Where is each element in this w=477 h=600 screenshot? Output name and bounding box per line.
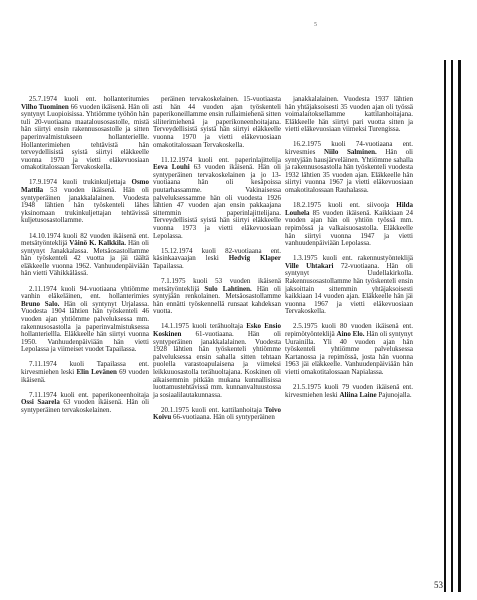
entry-text: 14.10.1974 kuoli 82 vuoden ikäisenä ent. metsätyönteklijä	[21, 231, 149, 248]
entry-text: 69 vuoden ikäisenä.	[21, 368, 149, 384]
entry-text: 16.2.1975 kuoli 74-vuotiaana ent. kirvesmies	[285, 140, 413, 157]
entry-text: 7.11.1974 kuoli Tapailassa ent. kirvesmiehen leski	[21, 360, 149, 376]
person-name: Elin Levänen	[76, 368, 117, 376]
entry-text: Hän oli syntynyt Uurainilla. Yli 40 vuoden ajan hän työskenteli yhtiömme palveluksessa Kartanossa ja repimössä, josta hän vuonna 1963 jäi eläkkeelle. Vanhuudenpäiviään hän vietti omakotitalossaan Napialassa.	[285, 330, 414, 376]
obituary-entry	[21, 361, 149, 384]
person-name: Niilo Salminen.	[323, 148, 377, 157]
entry-text: 21.5.1975 kuoli 79 vuoden ikäisenä ent. kirvesmiehen leski	[285, 383, 413, 399]
column-3	[285, 96, 413, 407]
entry-text: 2.11.1974 kuoli 94-vuotiaana yhtiömme vanhin eläkeläinen, ent. hollanterimies	[21, 284, 149, 301]
entry-text: 2.5.1975 kuoli 80 vuoden ikäisenä ent. repimötyönteklijä	[285, 322, 413, 339]
person-name: Aino Elo.	[336, 330, 365, 339]
entry-text: Hän oli syntyjään renkolainen. Metsäosastollamme hän ennätti työskennellä runsaat kahdeksan vuotta.	[153, 284, 281, 316]
entry-text: 63 vuoden ikäisenä. Hän oli syntyperäinen tervakoskelainen ja jo 13-vuotiaana hän oli kesäpoissa puutarhassamme. Vakinaisessa palveluksessamme hän oli vuodesta 1926 lähtien 47 vuoden ajan ensin pakkaajana sittemmin paperinlajittelijana. Terveydellisistä syistä hän siirtyi eläkkeelle vuonna 1973 ja vietti eläkevuosiaan Lepolassa.	[153, 163, 281, 240]
obituary-entry	[21, 233, 149, 279]
entry-text: 72-vuotiaana. Hän oli syntynyt Uudellakirkolla. Rakennusosastollamme hän työskenteli ensin jaksoittain sittemmin yhtäjaksoisesti kaikkiaan 14 vuoden ajan. Eläkkeelle hän jäi vuonna 1967 ja vietti eläkevuosiaan Tervakoskella.	[285, 261, 413, 316]
person-name: Toivo Koivu	[153, 405, 281, 422]
vertical-rule	[458, 60, 461, 592]
entry-text: Hän oli syntynyt Janakkalassa. Metsäosastollamme hän työskenteli 42 vuotta ja jäi täältä eläkkeelle vuonna 1962. Vanhuudenpäiviään hän vietti Vähikkälässä.	[21, 239, 149, 278]
entry-text: 11.12.1974 kuoli ent. paperinlajittelija	[161, 155, 281, 164]
obituary-entry	[285, 141, 413, 194]
person-name: Ville Uhtakari	[285, 261, 334, 270]
obituary-entry	[21, 96, 149, 172]
column-2	[153, 96, 281, 430]
vertical-rule	[451, 60, 453, 592]
obituary-entry	[285, 323, 413, 376]
obituary-entry	[285, 255, 413, 316]
entry-text: 15.12.1974 kuoli 82-vuotiaana ent. käsinkaavaajan leski	[153, 246, 281, 263]
entry-text: janakkalalainen. Vuodesta 1937 lähtien hän yhtäjaksoisesti 35 vuoden ajan oli työssä voimalaitoksellamme kattilanhoitajana. Eläkkeelle hän siirtyi pari vuotta sitten ja vietti eläkevuosiaan viimeksi Turengissa.	[285, 95, 413, 134]
entry-text: 66 vuoden ikäisenä. Hän oli syntynyt Luopioisissa. Yhtiömme työhön hän tuli 20-vuotiaana maatalousosastolle, mistä hän siirtyi ensin rakennusosastolle ja sitten paperinvalmistukseen hollanteriellle. Hollanterimiehen tehtävistä hän terveydellisistä syistä siirtyi eläkkeelle vuonna 1970 ja vietti eläkevuosiaan omakotitalossaan Tervakoskella.	[21, 102, 149, 172]
person-name: Vilho Tuominen	[21, 102, 69, 111]
obituary-entry	[153, 157, 281, 241]
entry-text: 20.1.1975 kuoli ent. kattilanhoitaja	[161, 405, 265, 414]
obituary-entry	[153, 407, 281, 422]
entry-text: 14.1.1975 kuoli terähuoltaja	[161, 322, 247, 331]
entry-text: 25.7.1974 kuoli ent. hollanteritumies	[29, 95, 149, 103]
person-name: Ossi Saarela	[21, 398, 60, 407]
entry-text: 53 vuoden ikäisenä. Hän oli syntyperäinen janakkalalainen. Vuodesta 1948 lähtien hän työskenteli lähes yksinomaan trukinkuljettajan tehtävissä kuljetusosastollamme.	[21, 186, 149, 225]
entry-text: 17.9.1974 kuoli trukinkuljettaja	[29, 178, 132, 187]
vertical-rule	[444, 60, 446, 592]
entry-text: 7.1.1975 kuoli 53 vuoden ikäisenä metsätyönteklijä	[153, 276, 281, 293]
entry-text: 63 vuoden ikäisenä. Hän oli syntyperäinen tervakoskelainen.	[21, 398, 150, 414]
entry-text: Hän oli syntyjään hausjärveläinen. Yhtiömme sahalla ja rakennusosastolla hän työskenteli vuodesta 1932 lähtien 35 vuoden ajan. Eläkkeelle hän siirtyi vuonna 1967 ja vietti eläkevuosiaan omakotitalossaan Rauhalassa.	[285, 148, 413, 195]
obituary-entry	[21, 392, 149, 415]
entry-text: 85 vuoden ikäisenä. Kaikkiaan 24 vuoden ajan hän oli yhtiön työssä mm. repimössä ja valkaisuosastolla. Eläkkeelle hän siirtyi vuonna 1947 ja vietti vanhuudenpäiviään Lepolassa.	[285, 208, 413, 248]
obituary-entry	[285, 384, 413, 399]
obituary-entry	[153, 248, 281, 271]
entry-text: 7.11.1974 kuoli ent. paperikoneenhoitaja	[29, 390, 149, 399]
obituary-entry	[153, 278, 281, 316]
obituary-entry	[285, 202, 413, 248]
page-number: 53	[434, 580, 443, 590]
person-name: Väinö K. Kalkkila.	[69, 239, 127, 248]
entry-text: Pajunojalla.	[376, 390, 412, 399]
person-name: Esko Ensio Koskinen	[153, 322, 281, 339]
page-marker: 5	[314, 22, 317, 28]
obituary-entry	[285, 96, 413, 134]
person-name: Hilda Louhela	[285, 201, 413, 217]
entry-text: 1.3.1975 kuoli ent. rakennustyönteklijä	[293, 254, 413, 263]
person-name: Osmo Mattila	[21, 178, 149, 195]
person-name: Aliina Laine	[339, 390, 377, 399]
entry-text: peräinen tervakoskelainen. 15-vuotiaasta asti hän 44 vuoden ajan työskenteli paperikoneillamme ensin rullaimiehenä sitten siliterimiehenä ja paperikoneenhoitajana. Terveydellisistä syistä hän siirtyi eläkkeelle vuonna 1970 ja vietti eläkevuosiaan omakotitalossaan Tervakoskella.	[153, 95, 281, 149]
obituary-entry	[153, 323, 281, 399]
entry-text: 18.2.1975 kuoli ent. siivooja	[293, 201, 397, 210]
obituary-entry	[153, 96, 281, 149]
entry-text: Tapailassa.	[153, 261, 184, 270]
entry-text: 61-vuotiaana. Hän oli syntyperäinen janakkalalainen. Vuodesta 1928 lähtien hän työskenteli yhtiömme palveluksessa ensin sahalla sitten tehtaan puolella varastoapulaisena ja viimeksi leikkuuosastolla terähuoltajana. Koskinen oli aikaisemmin pitkään mukana kunnallisissa luottamustehtävissä mm. kunnanvaltuustossa ja sosiaalilautakunnassa.	[153, 330, 281, 399]
person-name: Eeva Louhi	[153, 163, 190, 172]
obituary-entry	[21, 286, 149, 354]
entry-text: 66-vuotiaana. Hän oli syntyperäinen	[171, 413, 275, 422]
column-1	[21, 96, 149, 422]
person-name: Sulo Lahtinen.	[204, 284, 252, 293]
obituary-entry	[21, 179, 149, 225]
entry-text: Hän oli syntynyt Urjalassa. Vuodesta 1904 lähtien hän työskenteli 46 vuoden ajan yhtiömme palveluksessa mm. rakennusosastolla ja paperinvalmistuksessa hollanteriellla. Eläkkeelle hän siirtyi vuonna 1950. Vanhuudenpäiviään hän vietti Lepolassa ja viimeiset vuodet Tapailassa.	[21, 299, 149, 354]
person-name: Bruno Salo.	[21, 299, 60, 308]
person-name: Hedvig Klaper	[228, 254, 281, 263]
